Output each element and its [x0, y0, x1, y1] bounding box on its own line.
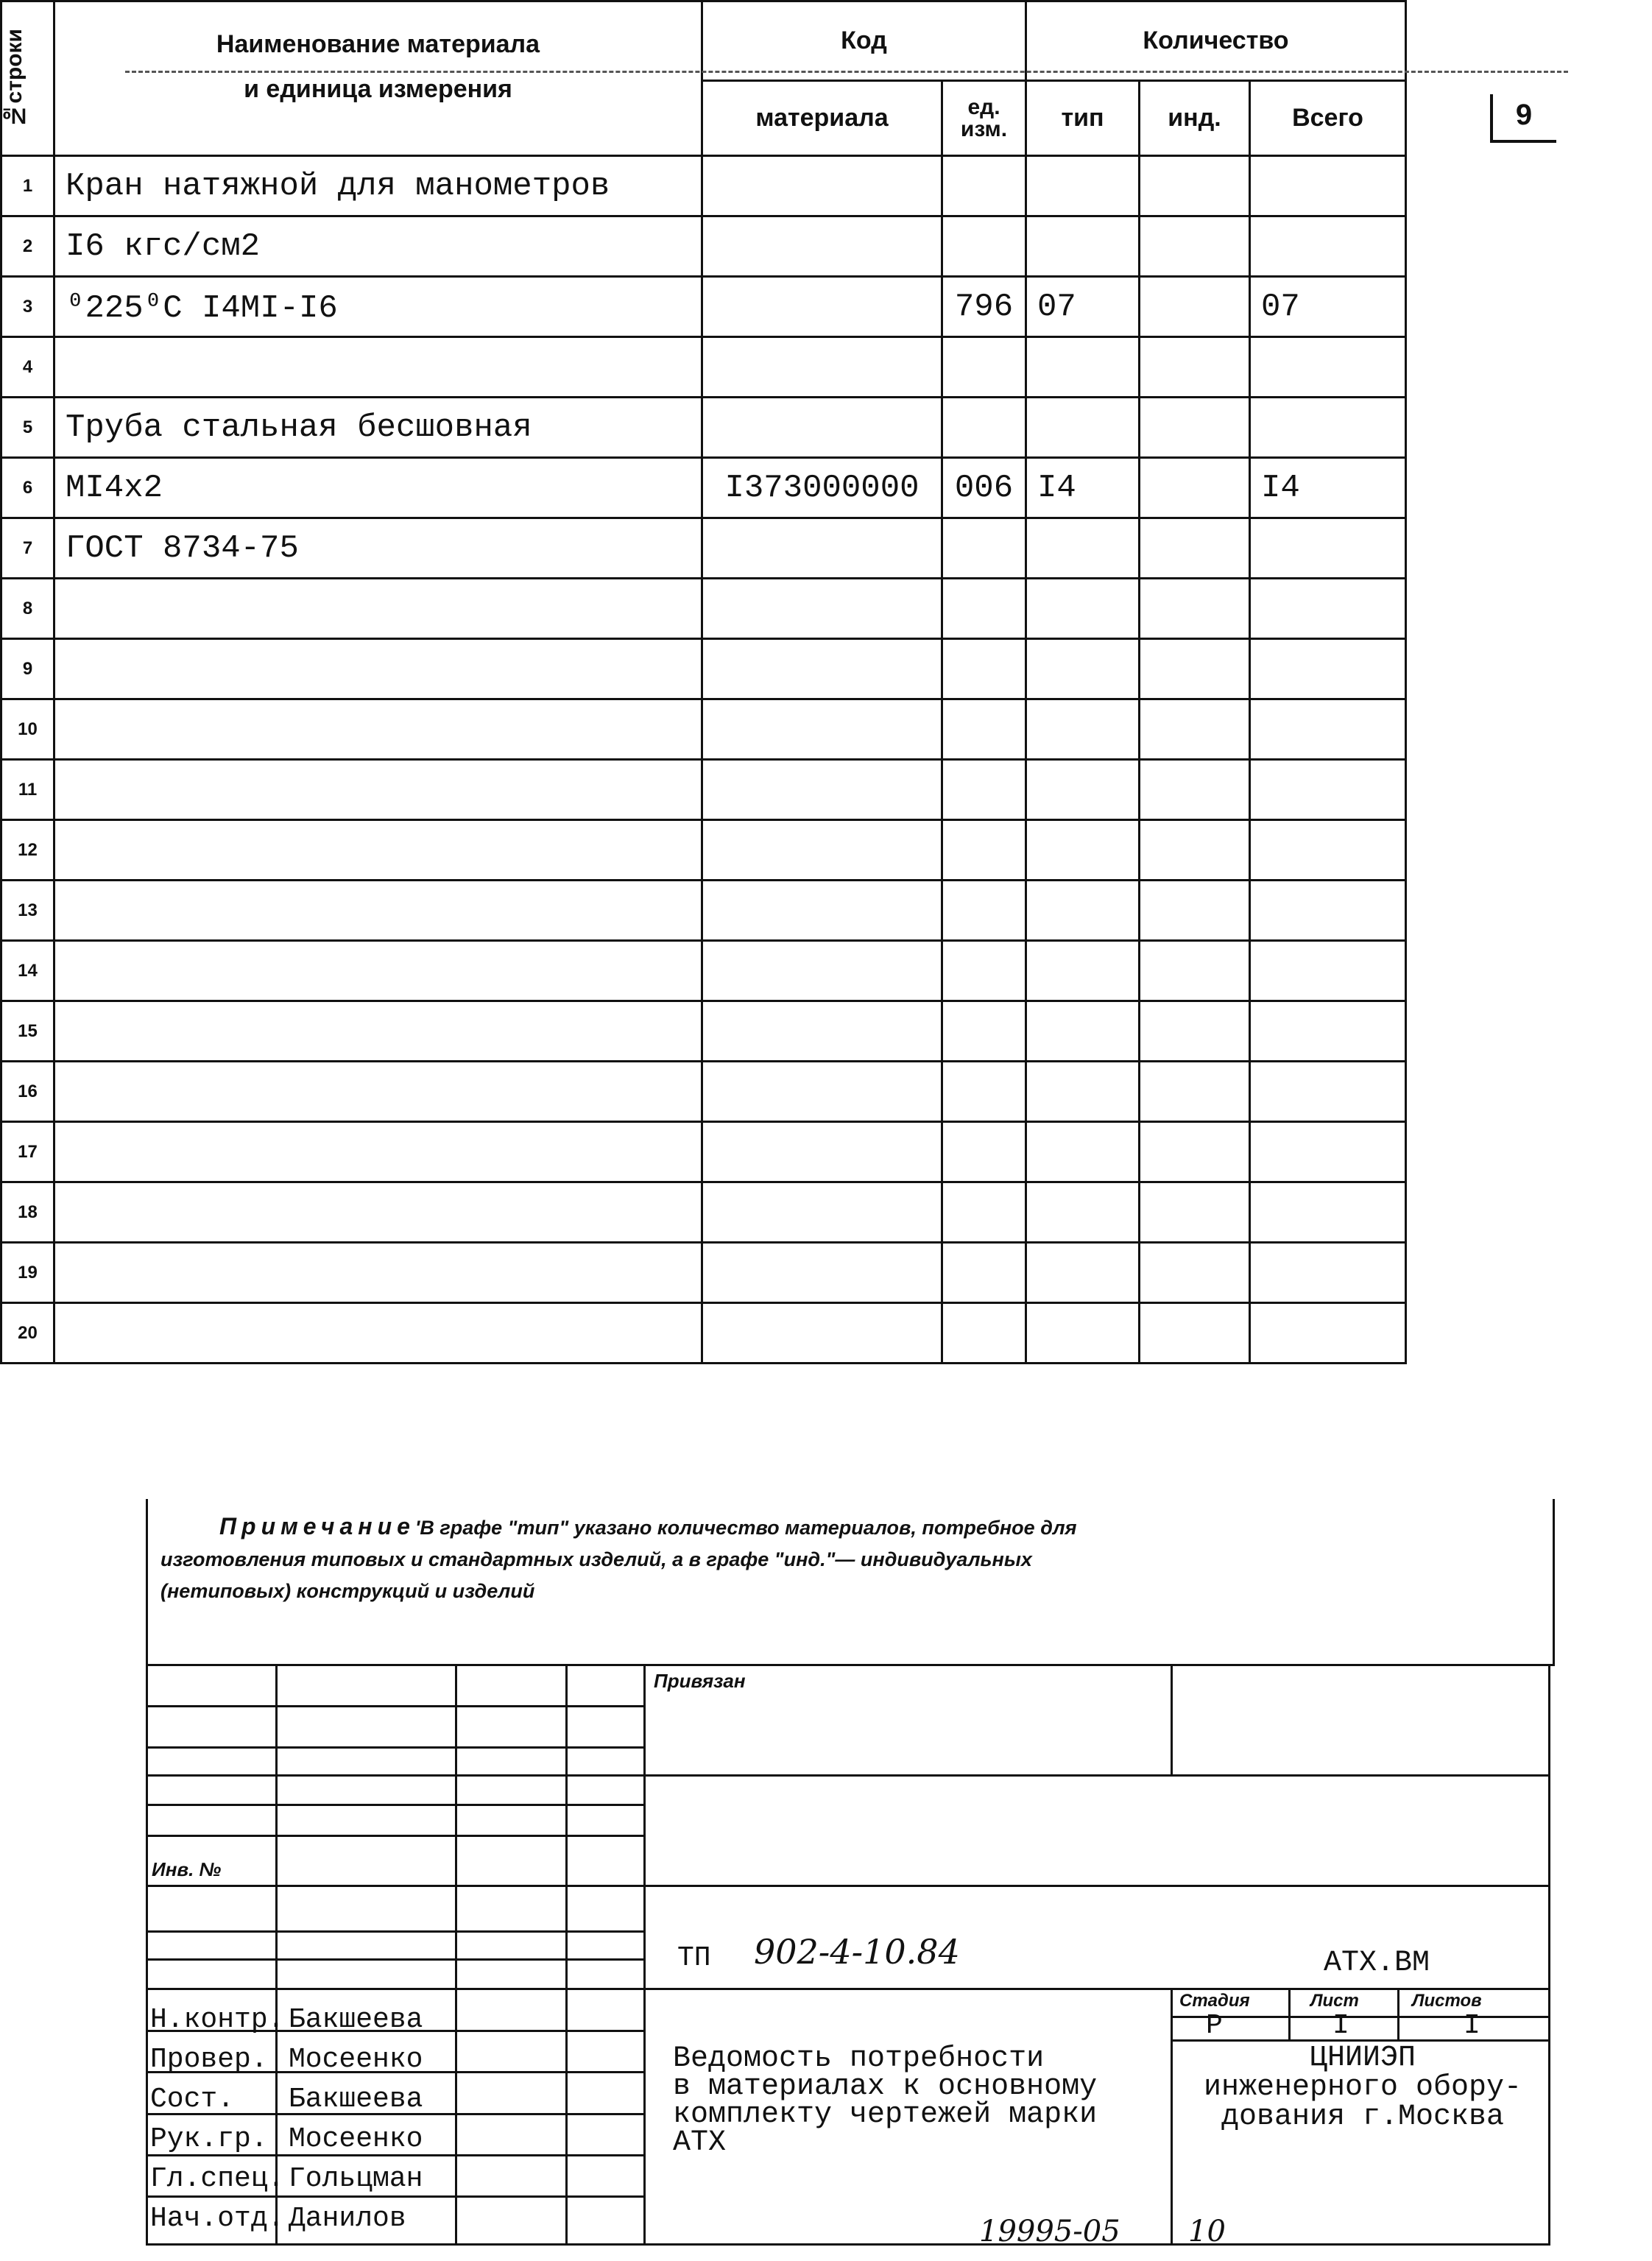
- row-number-cell: 15: [1, 1001, 54, 1062]
- document-title: Ведомость потребности в материалах к основному комплекту чертежей марки АТХ: [673, 2042, 1098, 2159]
- unit-code-cell: [942, 398, 1026, 458]
- sheets-value: I: [1464, 2010, 1480, 2042]
- material-code-cell: [702, 1303, 942, 1364]
- qty-type-cell: [1026, 518, 1140, 579]
- table-row: [1, 518, 1406, 579]
- material-name-cell: MI4x2: [54, 458, 702, 518]
- unit-code-cell: [942, 1001, 1026, 1062]
- material-code-cell: [702, 579, 942, 639]
- unit-code-cell: [942, 699, 1026, 760]
- unit-code-cell: [942, 1243, 1026, 1303]
- qty-type-cell: [1026, 941, 1140, 1001]
- qty-total-cell: [1250, 518, 1406, 579]
- page-number: 9: [1515, 99, 1533, 131]
- table-row: [1, 1122, 1406, 1182]
- unit-code-cell: [942, 1062, 1026, 1122]
- qty-ind-cell: [1140, 820, 1250, 881]
- footer-sheet-number: 10: [1188, 2215, 1226, 2248]
- qty-type-cell: I4: [1026, 458, 1140, 518]
- table-row: [1, 1243, 1406, 1303]
- unit-code-cell: [942, 579, 1026, 639]
- header-total: Всего: [1250, 81, 1406, 156]
- note: [160, 1511, 1118, 1607]
- sheets-label: Листов: [1412, 1991, 1482, 2011]
- qty-total-cell: 07: [1250, 277, 1406, 337]
- qty-type-cell: [1026, 1303, 1140, 1364]
- material-name-cell: [54, 1001, 702, 1062]
- material-code-cell: [702, 1001, 942, 1062]
- qty-ind-cell: [1140, 156, 1250, 216]
- qty-total-cell: [1250, 579, 1406, 639]
- material-name-cell: [54, 579, 702, 639]
- qty-type-cell: [1026, 1001, 1140, 1062]
- qty-ind-cell: [1140, 1182, 1250, 1243]
- unit-code-cell: [942, 881, 1026, 941]
- unit-code-cell: [942, 760, 1026, 820]
- qty-ind-cell: [1140, 760, 1250, 820]
- unit-code-cell: [942, 820, 1026, 881]
- material-code-cell: [702, 1122, 942, 1182]
- material-name-cell: [54, 1303, 702, 1364]
- header-type: тип: [1026, 81, 1140, 156]
- bound-label: Привязан: [654, 1670, 746, 1692]
- qty-type-cell: [1026, 760, 1140, 820]
- unit-code-cell: [942, 216, 1026, 277]
- table-row: [1, 156, 1406, 216]
- material-name-cell: [54, 881, 702, 941]
- qty-total-cell: [1250, 881, 1406, 941]
- row-number-cell: 9: [1, 639, 54, 699]
- unit-code-cell: [942, 1182, 1026, 1243]
- header-name: Наименование материала и единица измерения: [54, 1, 702, 156]
- row-number-cell: 14: [1, 941, 54, 1001]
- material-code-cell: [702, 277, 942, 337]
- qty-type-cell: [1026, 1062, 1140, 1122]
- qty-ind-cell: [1140, 1001, 1250, 1062]
- signature-role: Нач.отд.: [150, 2203, 285, 2234]
- material-code-cell: [702, 820, 942, 881]
- unit-code-cell: [942, 337, 1026, 398]
- row-number-cell: 12: [1, 820, 54, 881]
- qty-total-cell: [1250, 820, 1406, 881]
- material-name-cell: [54, 699, 702, 760]
- qty-total-cell: [1250, 1062, 1406, 1122]
- material-name-cell: ГОСТ 8734-75: [54, 518, 702, 579]
- qty-ind-cell: [1140, 216, 1250, 277]
- table-row: [1, 579, 1406, 639]
- table-body: [1, 156, 1406, 1364]
- material-code-cell: [702, 398, 942, 458]
- unit-code-cell: [942, 518, 1026, 579]
- material-code-cell: [702, 699, 942, 760]
- qty-type-cell: [1026, 156, 1140, 216]
- qty-total-cell: [1250, 1182, 1406, 1243]
- stage-value: Р: [1206, 2010, 1223, 2042]
- project-code: 902-4-10.84: [754, 1932, 960, 1972]
- qty-total-cell: [1250, 216, 1406, 277]
- row-number-cell: 20: [1, 1303, 54, 1364]
- table-row: [1, 1303, 1406, 1364]
- material-code-cell: [702, 518, 942, 579]
- qty-ind-cell: [1140, 639, 1250, 699]
- qty-total-cell: [1250, 1303, 1406, 1364]
- header-unit: ед. изм.: [942, 81, 1026, 156]
- unit-code-cell: [942, 156, 1026, 216]
- qty-type-cell: [1026, 820, 1140, 881]
- header-row-1: [1, 1, 1406, 81]
- qty-total-cell: [1250, 1243, 1406, 1303]
- row-number-cell: 16: [1, 1062, 54, 1122]
- signature-role: Гл.спец.: [150, 2163, 285, 2195]
- qty-type-cell: [1026, 1122, 1140, 1182]
- signature-role: Сост.: [150, 2084, 235, 2115]
- unit-code-cell: [942, 639, 1026, 699]
- qty-type-cell: [1026, 216, 1140, 277]
- qty-total-cell: [1250, 1001, 1406, 1062]
- qty-type-cell: [1026, 639, 1140, 699]
- qty-type-cell: [1026, 699, 1140, 760]
- signature-role: Провер.: [150, 2044, 268, 2075]
- material-code-cell: [702, 216, 942, 277]
- qty-ind-cell: [1140, 941, 1250, 1001]
- table-row: [1, 337, 1406, 398]
- row-number-cell: 5: [1, 398, 54, 458]
- table-row: [1, 639, 1406, 699]
- material-code-cell: [702, 760, 942, 820]
- material-name-cell: Кран натяжной для манометров: [54, 156, 702, 216]
- material-code-cell: [702, 337, 942, 398]
- unit-code-cell: 006: [942, 458, 1026, 518]
- material-name-cell: Труба стальная бесшовная: [54, 398, 702, 458]
- qty-ind-cell: [1140, 1243, 1250, 1303]
- unit-code-cell: 796: [942, 277, 1026, 337]
- document-mark: АТХ.ВМ: [1324, 1947, 1430, 1980]
- qty-ind-cell: [1140, 277, 1250, 337]
- table-row: [1, 699, 1406, 760]
- table-row: [1, 760, 1406, 820]
- material-code-cell: I373000000: [702, 458, 942, 518]
- table-row: [1, 1062, 1406, 1122]
- material-code-cell: [702, 1062, 942, 1122]
- material-name-cell: [54, 760, 702, 820]
- row-number-cell: 4: [1, 337, 54, 398]
- table-row: [1, 1001, 1406, 1062]
- unit-code-cell: [942, 1303, 1026, 1364]
- project-code-prefix: ТП: [677, 1942, 711, 1974]
- row-number-cell: 3: [1, 277, 54, 337]
- qty-total-cell: [1250, 760, 1406, 820]
- qty-total-cell: I4: [1250, 458, 1406, 518]
- material-name-cell: [54, 337, 702, 398]
- signature-name: Гольцман: [289, 2163, 423, 2195]
- title-block: [146, 1664, 1550, 2246]
- qty-total-cell: [1250, 1122, 1406, 1182]
- material-name-cell: [54, 639, 702, 699]
- table-row: [1, 941, 1406, 1001]
- organization: ЦНИИЭП инженерного обору- дования г.Москва: [1203, 2042, 1522, 2134]
- qty-total-cell: [1250, 941, 1406, 1001]
- table-row: [1, 277, 1406, 337]
- row-number-cell: 8: [1, 579, 54, 639]
- qty-ind-cell: [1140, 881, 1250, 941]
- qty-ind-cell: [1140, 1122, 1250, 1182]
- signature-name: Мосеенко: [289, 2044, 423, 2075]
- table-row: [1, 216, 1406, 277]
- row-number-cell: 19: [1, 1243, 54, 1303]
- header-code-material: материала: [702, 81, 942, 156]
- material-name-cell: ⁰225⁰С I4MI-I6: [54, 277, 702, 337]
- row-number-cell: 13: [1, 881, 54, 941]
- material-code-cell: [702, 1182, 942, 1243]
- row-number-cell: 10: [1, 699, 54, 760]
- material-code-cell: [702, 156, 942, 216]
- qty-type-cell: [1026, 337, 1140, 398]
- unit-code-cell: [942, 941, 1026, 1001]
- table-row: [1, 1182, 1406, 1243]
- qty-ind-cell: [1140, 398, 1250, 458]
- material-name-cell: [54, 1243, 702, 1303]
- qty-ind-cell: [1140, 579, 1250, 639]
- signature-name: Бакшеева: [289, 2084, 423, 2115]
- material-name-cell: [54, 1062, 702, 1122]
- qty-total-cell: [1250, 639, 1406, 699]
- material-name-cell: [54, 1182, 702, 1243]
- qty-ind-cell: [1140, 518, 1250, 579]
- material-name-cell: [54, 820, 702, 881]
- sheet-value: I: [1332, 2010, 1349, 2042]
- header-row-number: №строки: [1, 1, 54, 156]
- stage-label: Стадия: [1179, 1991, 1250, 2011]
- signature-name: Данилов: [289, 2203, 406, 2234]
- qty-total-cell: [1250, 156, 1406, 216]
- signature-name: Мосеенко: [289, 2123, 423, 2155]
- row-number-cell: 18: [1, 1182, 54, 1243]
- signature-role: Н.контр.: [150, 2004, 285, 2036]
- row-number-cell: 6: [1, 458, 54, 518]
- material-code-cell: [702, 639, 942, 699]
- material-name-cell: [54, 941, 702, 1001]
- qty-type-cell: [1026, 1243, 1140, 1303]
- material-code-cell: [702, 941, 942, 1001]
- qty-total-cell: [1250, 398, 1406, 458]
- table-row: [1, 398, 1406, 458]
- row-number-cell: 1: [1, 156, 54, 216]
- header-ind: инд.: [1140, 81, 1250, 156]
- footer-doc-number: 19995-05: [979, 2215, 1120, 2248]
- material-name-cell: I6 кгс/см2: [54, 216, 702, 277]
- qty-total-cell: [1250, 337, 1406, 398]
- qty-ind-cell: [1140, 1062, 1250, 1122]
- signature-role: Рук.гр.: [150, 2123, 268, 2155]
- qty-type-cell: [1026, 881, 1140, 941]
- table-row: [1, 820, 1406, 881]
- qty-ind-cell: [1140, 458, 1250, 518]
- row-number-cell: 7: [1, 518, 54, 579]
- header-code: Код: [702, 1, 1026, 81]
- qty-ind-cell: [1140, 1303, 1250, 1364]
- qty-ind-cell: [1140, 699, 1250, 760]
- row-number-cell: 11: [1, 760, 54, 820]
- qty-type-cell: [1026, 579, 1140, 639]
- material-code-cell: [702, 1243, 942, 1303]
- qty-type-cell: [1026, 398, 1140, 458]
- unit-code-cell: [942, 1122, 1026, 1182]
- material-name-cell: [54, 1122, 702, 1182]
- note-text: 'В графе "тип" указано количество материалов, потребное для изготовления типовых и стандартных изделий, а в графе "инд."— индивидуальных (нетиповых) конструкций и изделий: [160, 1517, 1077, 1602]
- row-number-cell: 2: [1, 216, 54, 277]
- qty-ind-cell: [1140, 337, 1250, 398]
- top-border-line: [125, 71, 1568, 73]
- qty-type-cell: 07: [1026, 277, 1140, 337]
- inventory-label: Инв. №: [152, 1858, 222, 1880]
- sheet-label: Лист: [1310, 1991, 1359, 2011]
- note-heading: Примечание: [219, 1513, 415, 1539]
- header-quantity: Количество: [1026, 1, 1406, 81]
- signature-name: Бакшеева: [289, 2004, 423, 2036]
- table-row: [1, 881, 1406, 941]
- table-row: [1, 458, 1406, 518]
- qty-type-cell: [1026, 1182, 1140, 1243]
- row-number-cell: 17: [1, 1122, 54, 1182]
- qty-total-cell: [1250, 699, 1406, 760]
- material-code-cell: [702, 881, 942, 941]
